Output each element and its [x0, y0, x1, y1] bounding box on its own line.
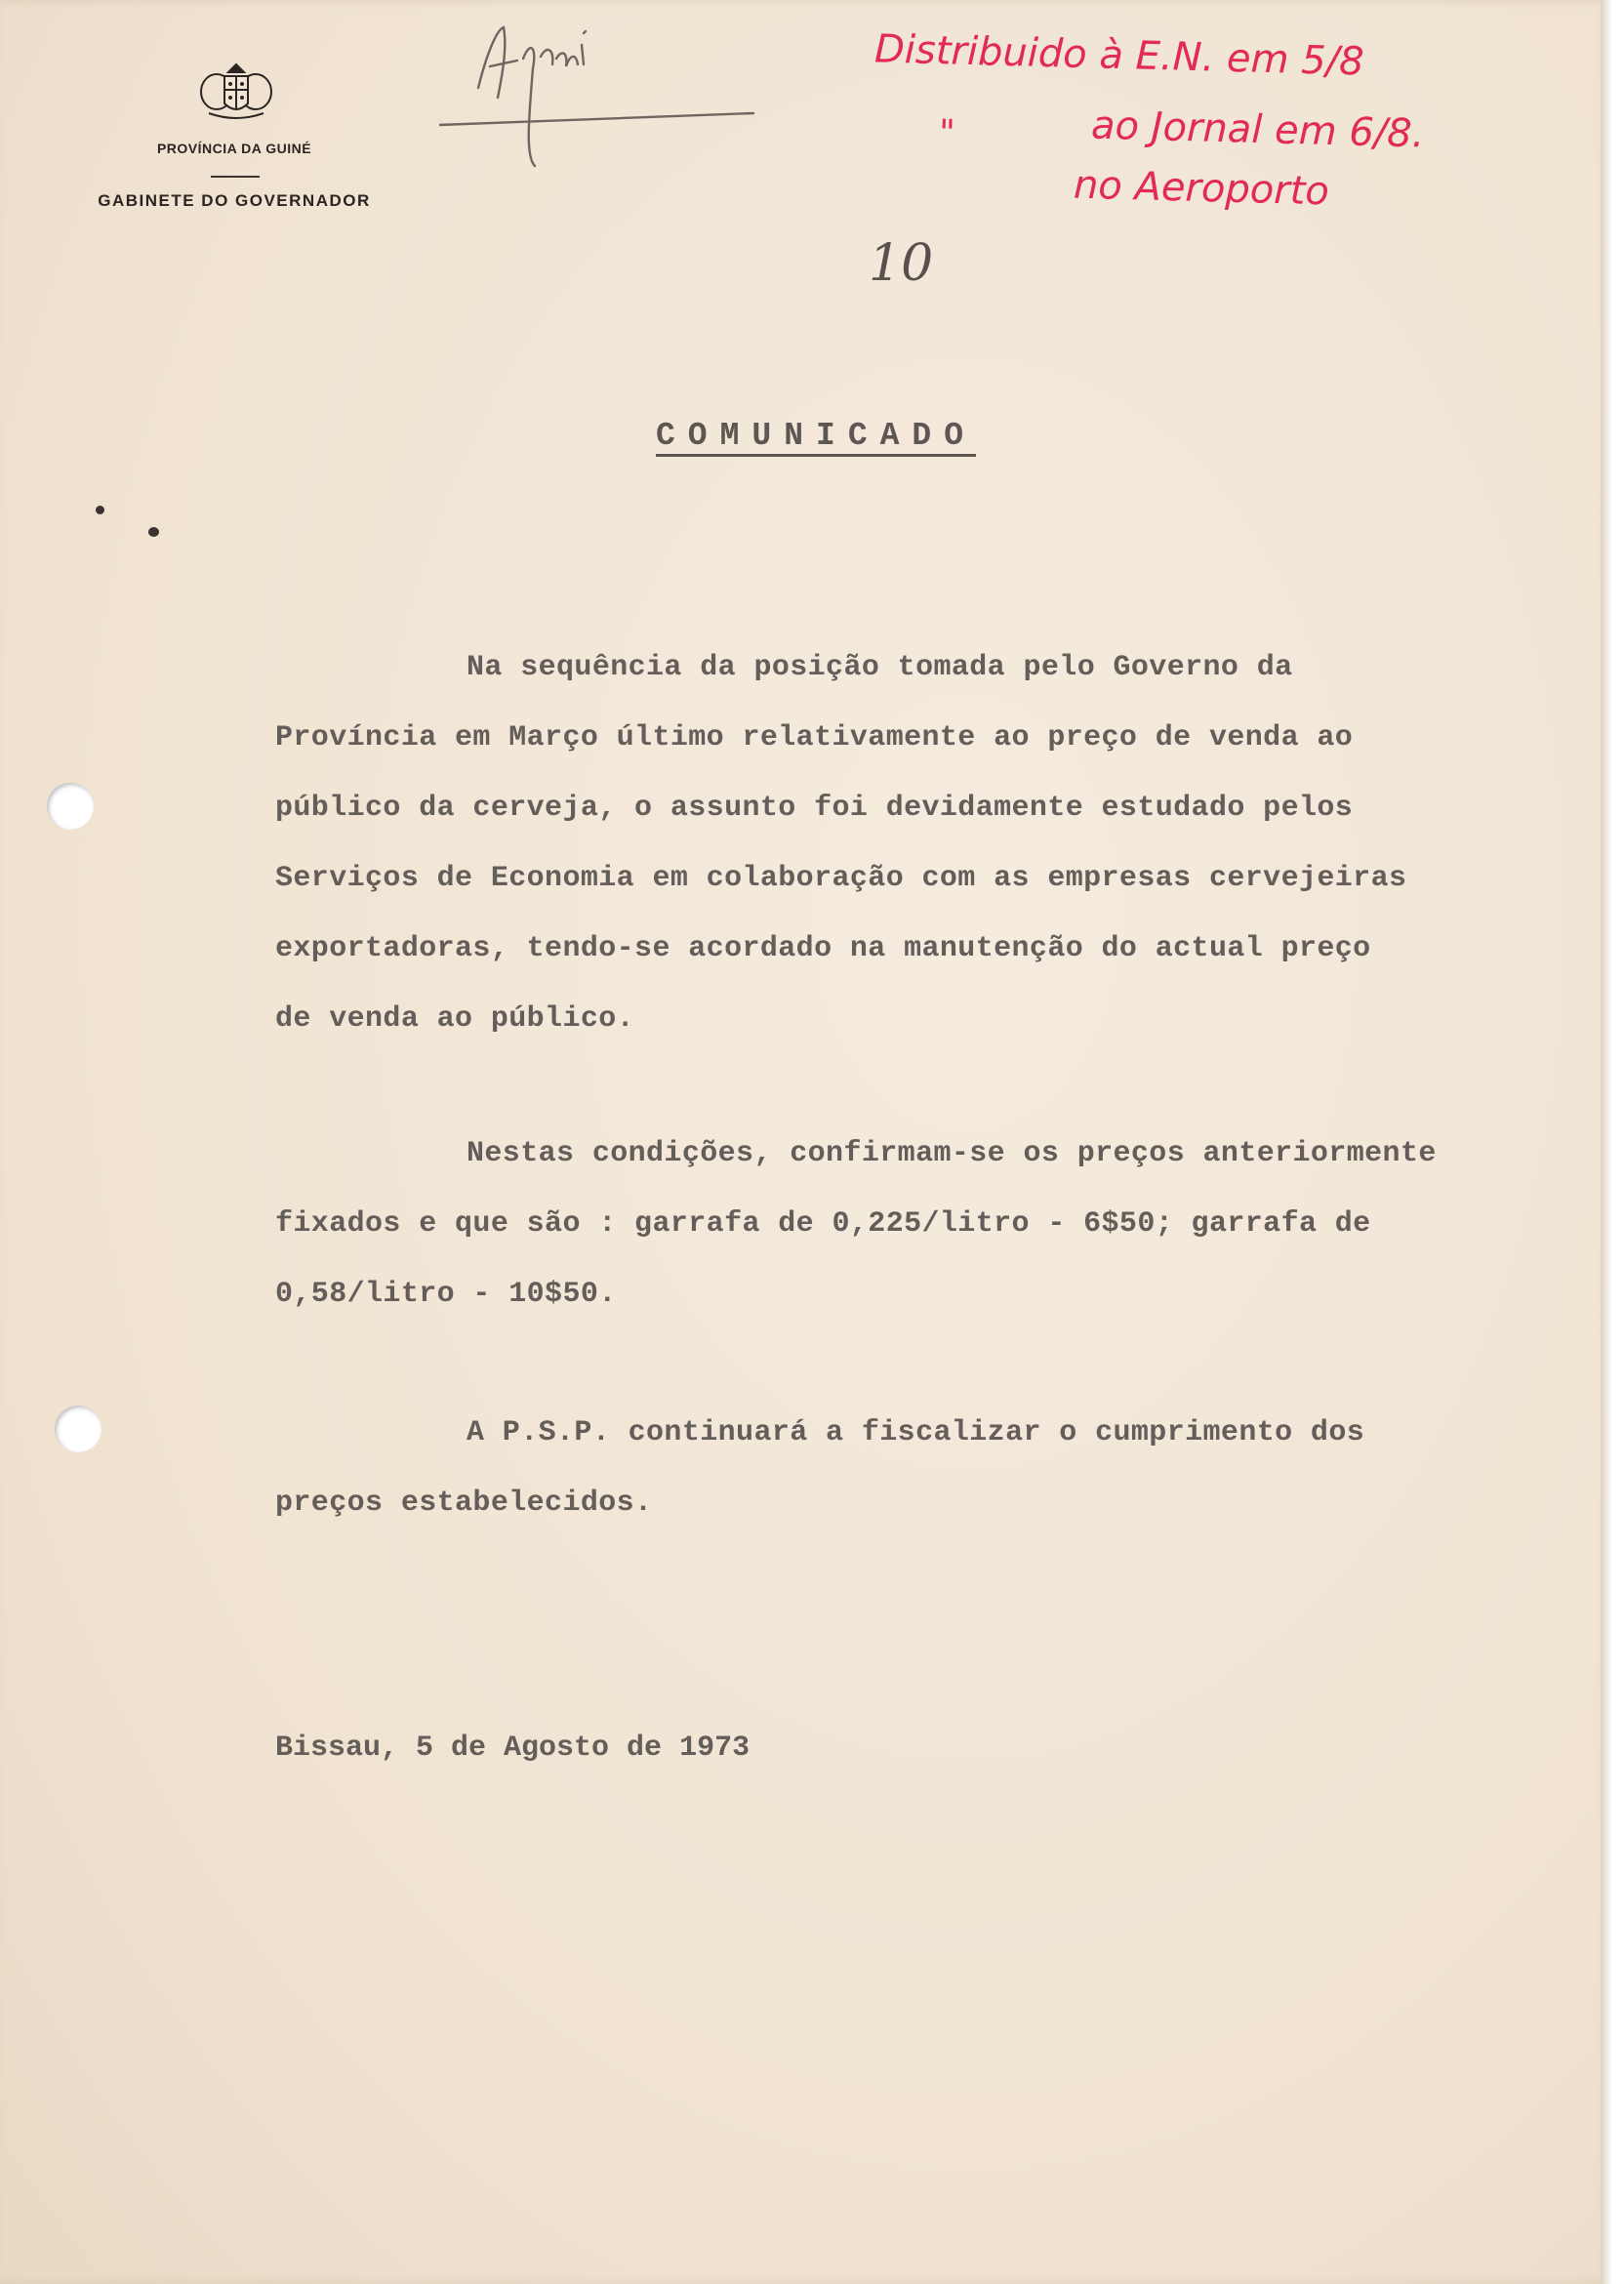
punch-hole-bottom: [55, 1406, 102, 1452]
distribution-note-line1: Distribuido à E.N. em 5/8: [873, 26, 1365, 85]
document-title: COMUNICADO: [656, 418, 977, 454]
page-edge: [1601, 0, 1612, 2284]
paragraph-2: [275, 1119, 1544, 1329]
paragraph-line: Nestas condições, confirmam-se os preços anteriormente: [467, 1137, 1437, 1170]
coat-of-arms-icon: [195, 59, 277, 125]
cabinet-name: GABINETE DO GOVERNADOR: [98, 191, 371, 210]
paragraph-3: [275, 1398, 1544, 1538]
province-name: PROVÍNCIA DA GUINÉ: [156, 141, 312, 156]
letterhead-divider: [211, 176, 260, 178]
paragraph-line: Província em Março último relativamente ao preço de venda ao: [275, 721, 1354, 755]
paragraph-line: Na sequência da posição tomada pelo Governo da: [467, 651, 1293, 684]
handwritten-page-number: 10: [869, 234, 934, 293]
punch-hole-top: [47, 783, 94, 830]
paragraph-line: Serviços de Economia em colaboração com as empresas cervejeiras: [275, 862, 1407, 895]
paragraph-line: preços estabelecidos.: [275, 1487, 653, 1520]
paragraph-1: [275, 632, 1544, 1054]
paragraph-line: fixados e que são : garrafa de 0,225/litro - 6$50; garrafa de: [275, 1207, 1371, 1241]
distribution-note-line3: no Aeroporto: [1073, 162, 1330, 215]
place-and-date: Bissau, 5 de Agosto de 1973: [275, 1732, 751, 1765]
paragraph-line: 0,58/litro - 10$50.: [275, 1278, 617, 1311]
paragraph-line: de venda ao público.: [275, 1002, 635, 1036]
paragraph-line: público da cerveja, o assunto foi devidamente estudado pelos: [275, 792, 1354, 825]
distribution-note-line2: ao Jornal em 6/8.: [1090, 102, 1426, 157]
paragraph-line: A P.S.P. continuará a fiscalizar o cumprimento dos: [467, 1416, 1365, 1449]
ditto-mark: ": [938, 112, 956, 154]
handwritten-approval-signature: [439, 10, 771, 176]
ink-speck: [148, 527, 159, 537]
paragraph-line: exportadoras, tendo-se acordado na manutenção do actual preço: [275, 932, 1371, 965]
ink-speck: [96, 506, 104, 514]
